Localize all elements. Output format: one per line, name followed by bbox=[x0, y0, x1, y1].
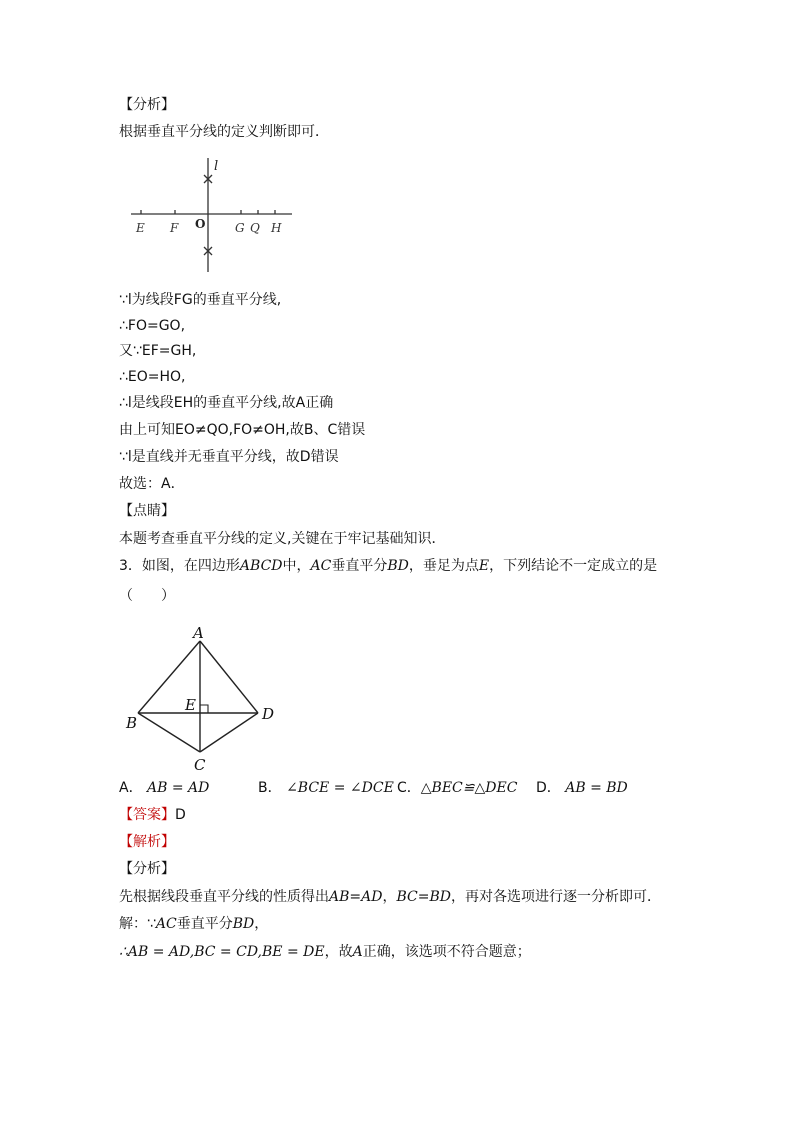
point-h-label: H bbox=[271, 221, 282, 235]
solution-line-2 bbox=[119, 942, 531, 962]
point-e-label: E bbox=[136, 221, 145, 235]
origin-label: O bbox=[195, 217, 206, 231]
segment-ac: AC bbox=[310, 558, 332, 574]
text-part: 解：∵ bbox=[119, 916, 156, 932]
point-f-label: F bbox=[170, 221, 179, 235]
vertex-c-label: C bbox=[194, 756, 206, 774]
text-part: ， bbox=[382, 889, 397, 905]
option-letter: A． bbox=[119, 780, 143, 796]
stem-part: 垂直平分 bbox=[331, 558, 388, 574]
math-part: BD bbox=[232, 916, 255, 932]
option-letter: C． bbox=[397, 780, 421, 796]
option-expr: AB = AD bbox=[147, 780, 210, 796]
option-letter: B． bbox=[258, 780, 282, 796]
analysis-text-2 bbox=[119, 887, 661, 907]
step-line: ∵l为线段FG的垂直平分线, bbox=[119, 292, 282, 308]
text-part: 正确，该选项不符合题意； bbox=[362, 944, 531, 960]
solution-line-1 bbox=[119, 914, 268, 934]
stem-part: ，垂足为点 bbox=[408, 558, 479, 574]
stem-part: 中， bbox=[282, 558, 311, 574]
step-line: 又∵EF=GH, bbox=[119, 343, 197, 359]
jiexi-tag: 【解析】 bbox=[119, 834, 175, 850]
option-expr: △BEC≌△DEC bbox=[420, 780, 518, 796]
stem-part: 如图，在四边形 bbox=[141, 558, 240, 574]
comment-text: 本题考查垂直平分线的定义,关键在于牢记基础知识． bbox=[119, 531, 446, 547]
math-part: A bbox=[352, 944, 363, 960]
segment-bd: BD bbox=[387, 558, 409, 574]
option-d bbox=[536, 778, 628, 798]
point-e: E bbox=[478, 558, 490, 574]
answer-value: D bbox=[175, 807, 186, 823]
question-number: 3． bbox=[119, 558, 142, 574]
point-e-label: E bbox=[185, 696, 196, 714]
answer-tag: 【答案】 bbox=[119, 807, 175, 823]
math-part: AC bbox=[155, 916, 177, 932]
vertex-b-label: B bbox=[126, 714, 138, 732]
quad-abcd: ABCD bbox=[239, 558, 283, 574]
option-letter: D． bbox=[536, 780, 561, 796]
text-part: ，再对各选项进行逐一分析即可． bbox=[450, 889, 661, 905]
point-g-label: G bbox=[235, 221, 245, 235]
comment-tag: 【点睛】 bbox=[119, 503, 175, 519]
step-line: 故选：A． bbox=[119, 476, 185, 492]
option-expr: ∠BCE = ∠DCE bbox=[286, 780, 394, 796]
line-l-label: l bbox=[214, 159, 219, 174]
option-c bbox=[397, 778, 517, 798]
step-line: ∴l是线段EH的垂直平分线,故A正确 bbox=[119, 395, 334, 411]
point-q-label: Q bbox=[250, 221, 260, 235]
math-part: ∴AB = AD,BC = CD,BE = DE bbox=[119, 944, 325, 960]
step-line: ∴FO=GO, bbox=[119, 318, 186, 334]
text-part: 垂直平分 bbox=[176, 916, 233, 932]
analysis-tag-2: 【分析】 bbox=[119, 861, 175, 877]
step-line: ∵l是直线并无垂直平分线，故D错误 bbox=[119, 449, 339, 465]
vertex-a-label: A bbox=[193, 624, 204, 642]
text-part: ， bbox=[254, 916, 269, 932]
step-line: 由上可知EO≠QO,FO≠OH,故B、C错误 bbox=[119, 422, 366, 438]
answer-line bbox=[119, 805, 186, 825]
analysis-tag: 【分析】 bbox=[119, 97, 175, 113]
option-expr: AB = BD bbox=[565, 780, 628, 796]
text-part: ，故 bbox=[324, 944, 353, 960]
option-a bbox=[119, 778, 209, 798]
analysis-text: 根据垂直平分线的定义判断即可． bbox=[119, 124, 329, 140]
math-part: BC=BD bbox=[396, 889, 451, 905]
vertex-d-label: D bbox=[262, 705, 275, 723]
answer-blank: （ ） bbox=[119, 588, 175, 604]
text-part: 先根据线段垂直平分线的性质得出 bbox=[119, 889, 329, 905]
stem-part: ，下列结论不一定成立的是 bbox=[489, 558, 658, 574]
math-part: AB=AD bbox=[329, 889, 383, 905]
option-b bbox=[258, 778, 394, 798]
step-line: ∴EO=HO, bbox=[119, 369, 186, 385]
